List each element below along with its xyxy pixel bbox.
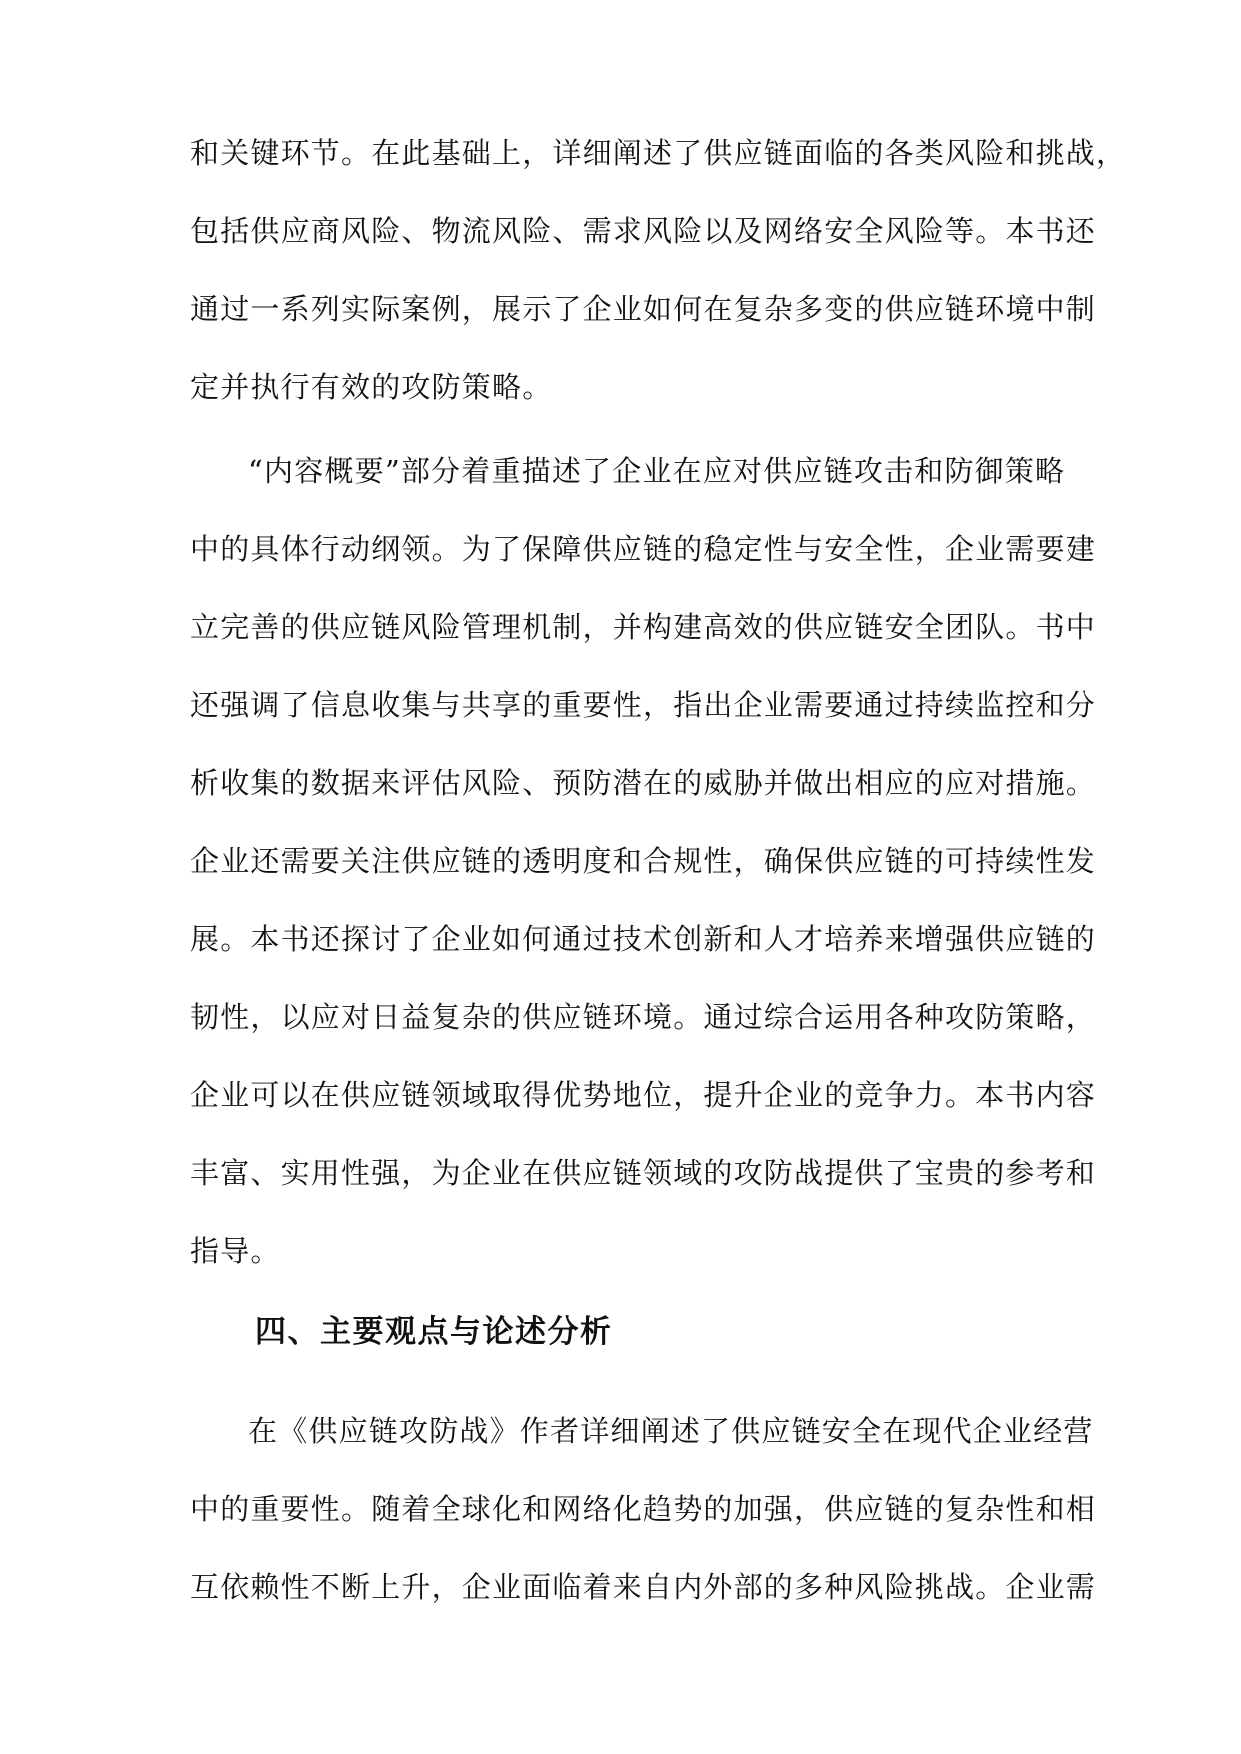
paragraph-line: 通过一系列实际案例，展示了企业如何在复杂多变的供应链环境中制	[190, 292, 1097, 326]
paragraph-line: 还强调了信息收集与共享的重要性，指出企业需要通过持续监控和分	[190, 688, 1097, 722]
section-heading: 四、主要观点与论述分析	[255, 1314, 613, 1350]
paragraph-line: 指导。	[190, 1234, 281, 1268]
paragraph-line: 和关键环节。在此基础上，详细阐述了供应链面临的各类风险和挑战，	[190, 136, 1127, 170]
paragraph-line: 中的具体行动纲领。为了保障供应链的稳定性与安全性，企业需要建	[190, 532, 1097, 566]
paragraph-2	[190, 432, 1097, 1290]
paragraph-1	[190, 114, 1127, 426]
paragraph-line: 互依赖性不断上升，企业面临着来自内外部的多种风险挑战。企业需	[190, 1570, 1097, 1604]
paragraph-line: 丰富、实用性强，为企业在供应链领域的攻防战提供了宝贵的参考和	[190, 1156, 1097, 1190]
paragraph-line: 在《供应链攻防战》作者详细阐述了供应链安全在现代企业经营	[248, 1414, 1094, 1448]
paragraph-line: 企业还需要关注供应链的透明度和合规性，确保供应链的可持续性发	[190, 844, 1097, 878]
paragraph-line: 包括供应商风险、物流风险、需求风险以及网络安全风险等。本书还	[190, 214, 1097, 248]
paragraph-line: 立完善的供应链风险管理机制，并构建高效的供应链安全团队。书中	[190, 610, 1097, 644]
paragraph-line: 展。本书还探讨了企业如何通过技术创新和人才培养来增强供应链的	[190, 922, 1097, 956]
paragraph-line: 企业可以在供应链领域取得优势地位，提升企业的竞争力。本书内容	[190, 1078, 1097, 1112]
paragraph-line: “内容概要”部分着重描述了企业在应对供应链攻击和防御策略	[248, 454, 1066, 488]
paragraph-3	[190, 1392, 1097, 1626]
paragraph-line: 析收集的数据来评估风险、预防潜在的威胁并做出相应的应对措施。	[190, 766, 1097, 800]
paragraph-line: 定并执行有效的攻防策略。	[190, 370, 553, 404]
paragraph-line: 中的重要性。随着全球化和网络化趋势的加强，供应链的复杂性和相	[190, 1492, 1097, 1526]
paragraph-line: 韧性，以应对日益复杂的供应链环境。通过综合运用各种攻防策略，	[190, 1000, 1097, 1034]
